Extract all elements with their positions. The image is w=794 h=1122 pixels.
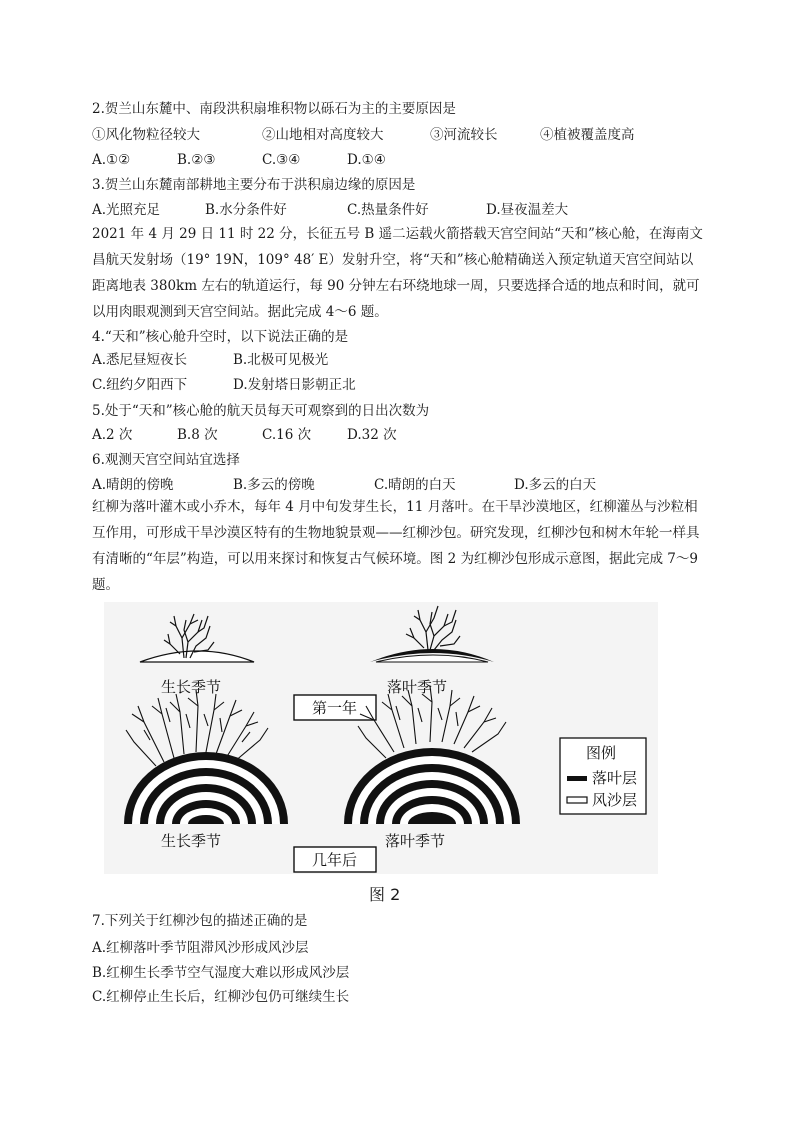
q3-option-c: C.热量条件好 [347, 202, 429, 218]
label-leaf-fall-year1: 落叶季节 [387, 678, 448, 696]
q3-stem: 3.贺兰山东麓南部耕地主要分布于洪积扇边缘的原因是 [92, 177, 416, 193]
q7-option-b: B.红柳生长季节空气湿度大难以形成风沙层 [92, 965, 350, 981]
q2-option-c: C.③④ [262, 152, 301, 168]
q6-option-d: D.多云的白天 [514, 477, 597, 493]
q7-stem: 7.下列关于红柳沙包的描述正确的是 [92, 913, 308, 929]
legend-leaf-swatch [567, 776, 587, 781]
passage-red-willow: 红柳为落叶灌木或小乔木，每年 4 月中旬发芽生长，11 月落叶。在干旱沙漠地区，红柳灌丛与沙粒相互作用，可形成干旱沙漠区特有的生物地貌景观——红柳沙包。研究发现，红柳沙包和树木年轮一样具有清晰的“年层”构造，可以用来探讨和恢复古气候环境。图 2 为红柳沙包形成示意图，据此完成 7～9 题。 [92, 499, 700, 593]
q6-option-b: B.多云的傍晚 [233, 477, 315, 493]
q2-stem: 2.贺兰山东麓中、南段洪积扇堆积物以砾石为主的主要原因是 [92, 101, 456, 117]
label-growing-year1: 生长季节 [161, 678, 222, 696]
q2-item-4: ④植被覆盖度高 [540, 127, 635, 143]
legend [560, 738, 646, 814]
q5-stem: 5.处于“天和”核心舱的航天员每天可观察到的日出次数为 [92, 403, 430, 419]
q7-option-a: A.红柳落叶季节阻滞风沙形成风沙层 [92, 940, 309, 956]
figure-caption: 图 2 [369, 885, 401, 904]
q6-option-c: C.晴朗的白天 [374, 477, 456, 493]
legend-title: 图例 [586, 744, 617, 762]
q2-item-1: ①风化物粒径较大 [92, 127, 200, 143]
legend-leaf-label: 落叶层 [592, 769, 638, 787]
q4-option-d: D.发射塔日影朝正北 [233, 377, 356, 393]
q3-option-d: D.昼夜温差大 [486, 202, 569, 218]
legend-sand-swatch [567, 797, 587, 803]
figure-red-willow-mound [104, 602, 658, 874]
q2-option-d: D.①④ [347, 152, 386, 168]
q7-option-c: C.红柳停止生长后，红柳沙包仍可继续生长 [92, 989, 350, 1005]
label-growing-later: 生长季节 [161, 832, 222, 850]
q2-item-2: ②山地相对高度较大 [262, 127, 384, 143]
label-later: 几年后 [312, 851, 358, 869]
q2-item-3: ③河流较长 [430, 127, 498, 143]
passage-tianhe: 2021 年 4 月 29 日 11 时 22 分，长征五号 B 遥二运载火箭搭载天宫空间站“天和”核心舱，在海南文昌航天发射场（19° 19N，109° 48′ E）发射升空，将“天和”核心舱精确送入预定轨道天宫空间站以距离地表 380km 左右的轨道运行，每 90 分钟左右环绕地球一周，只要选择合适的地点和时间，就可以用肉眼观测到天宫空间站。据此完成 4～6 题。 [92, 226, 703, 320]
q6-stem: 6.观测天宫空间站宜选择 [92, 452, 240, 468]
q5-option-c: C.16 次 [262, 427, 312, 443]
q4-stem: 4.“天和”核心舱升空时，以下说法正确的是 [92, 329, 349, 345]
q2-option-b: B.②③ [177, 152, 216, 168]
q2-option-a: A.①② [92, 152, 131, 168]
legend-sand-label: 风沙层 [592, 791, 638, 809]
q4-option-c: C.纽约夕阳西下 [92, 377, 188, 393]
q6-option-a: A.晴朗的傍晚 [92, 477, 174, 493]
q4-option-b: B.北极可见极光 [233, 352, 329, 368]
q5-option-a: A.2 次 [92, 427, 133, 443]
q3-option-a: A.光照充足 [92, 202, 161, 218]
q5-option-d: D.32 次 [347, 427, 397, 443]
q3-option-b: B.水分条件好 [205, 202, 287, 218]
q5-option-b: B.8 次 [177, 427, 218, 443]
label-year1: 第一年 [312, 699, 358, 717]
label-leaf-fall-later: 落叶季节 [385, 832, 446, 850]
q4-option-a: A.悉尼昼短夜长 [92, 352, 188, 368]
